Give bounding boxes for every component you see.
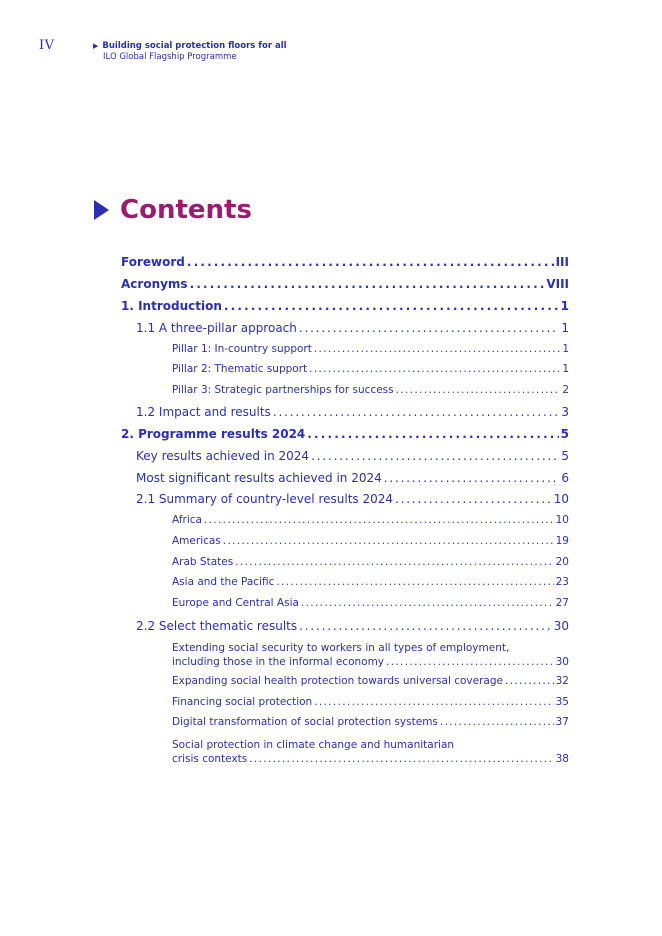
toc-entry-page: 5 — [560, 427, 569, 441]
toc-entry[interactable] — [172, 576, 569, 588]
toc-entry-title: Africa — [172, 514, 202, 526]
toc-entry-page: III — [555, 255, 569, 269]
toc-entry-title: Pillar 2: Thematic support — [172, 363, 308, 375]
toc-entry-title: including those in the informal economy — [172, 656, 385, 668]
dot-leader — [395, 492, 552, 506]
dot-leader — [396, 384, 561, 396]
dot-leader — [311, 449, 559, 463]
toc-entry[interactable] — [172, 384, 569, 396]
toc-entry-page: 20 — [555, 556, 569, 568]
toc-entry-page: 1 — [562, 363, 569, 375]
play-arrow-icon: ▶ — [93, 42, 99, 50]
running-head — [93, 41, 287, 63]
toc-entry-title: Most significant results achieved in 2024 — [136, 471, 382, 485]
toc-entry[interactable] — [172, 535, 569, 547]
toc-entry-title: Pillar 1: In-country support — [172, 343, 312, 355]
toc-entry-title: Digital transformation of social protection systems — [172, 716, 438, 728]
dot-leader — [301, 597, 554, 609]
toc-entry-page: 10 — [555, 514, 569, 526]
toc-entry[interactable] — [172, 597, 569, 609]
toc-entry[interactable] — [136, 321, 569, 335]
dot-leader — [309, 363, 560, 375]
toc-entry-title: Europe and Central Asia — [172, 597, 299, 609]
page-title: Contents — [120, 195, 252, 225]
play-arrow-icon — [94, 200, 109, 220]
toc-entry-page: 2 — [562, 384, 569, 396]
toc-entry[interactable] — [121, 427, 569, 441]
toc-entry-title: crisis contexts — [172, 753, 248, 765]
contents-heading — [94, 195, 252, 225]
toc-entry-page: 19 — [555, 535, 569, 547]
toc-entry[interactable] — [172, 716, 569, 728]
toc-entry[interactable] — [172, 738, 569, 766]
toc-entry[interactable] — [136, 619, 569, 633]
toc-entry-title: Financing social protection — [172, 696, 313, 708]
toc-entry[interactable] — [172, 556, 569, 568]
toc-entry-page: 10 — [553, 492, 569, 506]
toc-entry-page: 5 — [561, 449, 569, 463]
page-number: IV — [39, 38, 55, 53]
toc-entry[interactable] — [136, 471, 569, 485]
dot-leader — [224, 299, 559, 313]
toc-entry-page: 3 — [561, 405, 569, 419]
toc-entry-title: Arab States — [172, 556, 234, 568]
toc-entry-page: VIII — [546, 277, 569, 291]
dot-leader — [249, 752, 553, 766]
dot-leader — [299, 619, 552, 633]
dot-leader — [384, 471, 560, 485]
toc-entry-page: 30 — [555, 656, 569, 668]
toc-entry-title: Americas — [172, 535, 221, 547]
toc-entry[interactable] — [136, 405, 569, 419]
toc-entry-title: 1.2 Impact and results — [136, 405, 271, 419]
toc-entry-title: Acronyms — [121, 277, 188, 291]
toc-entry-page: 27 — [555, 597, 569, 609]
toc-entry-title: 1.1 A three-pillar approach — [136, 321, 297, 335]
toc-entry-page: 1 — [560, 299, 569, 313]
toc-entry[interactable] — [136, 492, 569, 506]
toc-entry-page: 6 — [561, 471, 569, 485]
toc-entry-page: 35 — [555, 696, 569, 708]
dot-leader — [314, 696, 553, 708]
dot-leader — [204, 514, 554, 526]
toc-entry-title: 2.1 Summary of country-level results 2024 — [136, 492, 393, 506]
dot-leader — [440, 716, 554, 728]
toc-entry[interactable] — [172, 675, 569, 687]
publication-subtitle: ILO Global Flagship Programme — [103, 52, 237, 62]
toc-entry-title: 2. Programme results 2024 — [121, 427, 306, 441]
dot-leader — [273, 405, 560, 419]
toc-entry-page: 23 — [555, 576, 569, 588]
toc-entry[interactable] — [172, 514, 569, 526]
dot-leader — [187, 255, 554, 269]
toc-entry[interactable] — [172, 696, 569, 708]
dot-leader — [505, 675, 554, 687]
dot-leader — [386, 655, 554, 669]
toc-entry[interactable] — [121, 299, 569, 313]
dot-leader — [314, 343, 560, 355]
toc-entry-page: 1 — [562, 343, 569, 355]
toc-entry-title: 2.2 Select thematic results — [136, 619, 298, 633]
toc-entry[interactable] — [136, 449, 569, 463]
toc-entry[interactable] — [172, 363, 569, 375]
toc-entry[interactable] — [121, 255, 569, 269]
toc-entry-title: Extending social security to workers in all types of employment, — [172, 642, 510, 654]
dot-leader — [235, 556, 553, 568]
toc-entry-page: 38 — [555, 753, 569, 765]
toc-entry[interactable] — [172, 641, 569, 669]
dot-leader — [299, 321, 559, 335]
dot-leader — [307, 427, 558, 441]
dot-leader — [276, 576, 553, 588]
toc-entry-title: Expanding social health protection towards universal coverage — [172, 675, 503, 687]
dot-leader — [190, 277, 545, 291]
toc-entry-title: Key results achieved in 2024 — [136, 449, 310, 463]
toc-entry-title: 1. Introduction — [121, 299, 222, 313]
dot-leader — [223, 535, 554, 547]
toc-entry-title: Social protection in climate change and humanitarian — [172, 739, 455, 751]
toc-entry-page: 32 — [555, 675, 569, 687]
toc-entry-title: Foreword — [121, 255, 185, 269]
toc-entry[interactable] — [172, 343, 569, 355]
toc-entry-page: 37 — [555, 716, 569, 728]
toc-entry-page: 30 — [553, 619, 569, 633]
toc-entry[interactable] — [121, 277, 569, 291]
toc-entry-page: 1 — [561, 321, 569, 335]
toc-entry-title: Asia and the Pacific — [172, 576, 275, 588]
publication-title: Building social protection floors for all — [102, 41, 287, 51]
toc-entry-title: Pillar 3: Strategic partnerships for success — [172, 384, 394, 396]
